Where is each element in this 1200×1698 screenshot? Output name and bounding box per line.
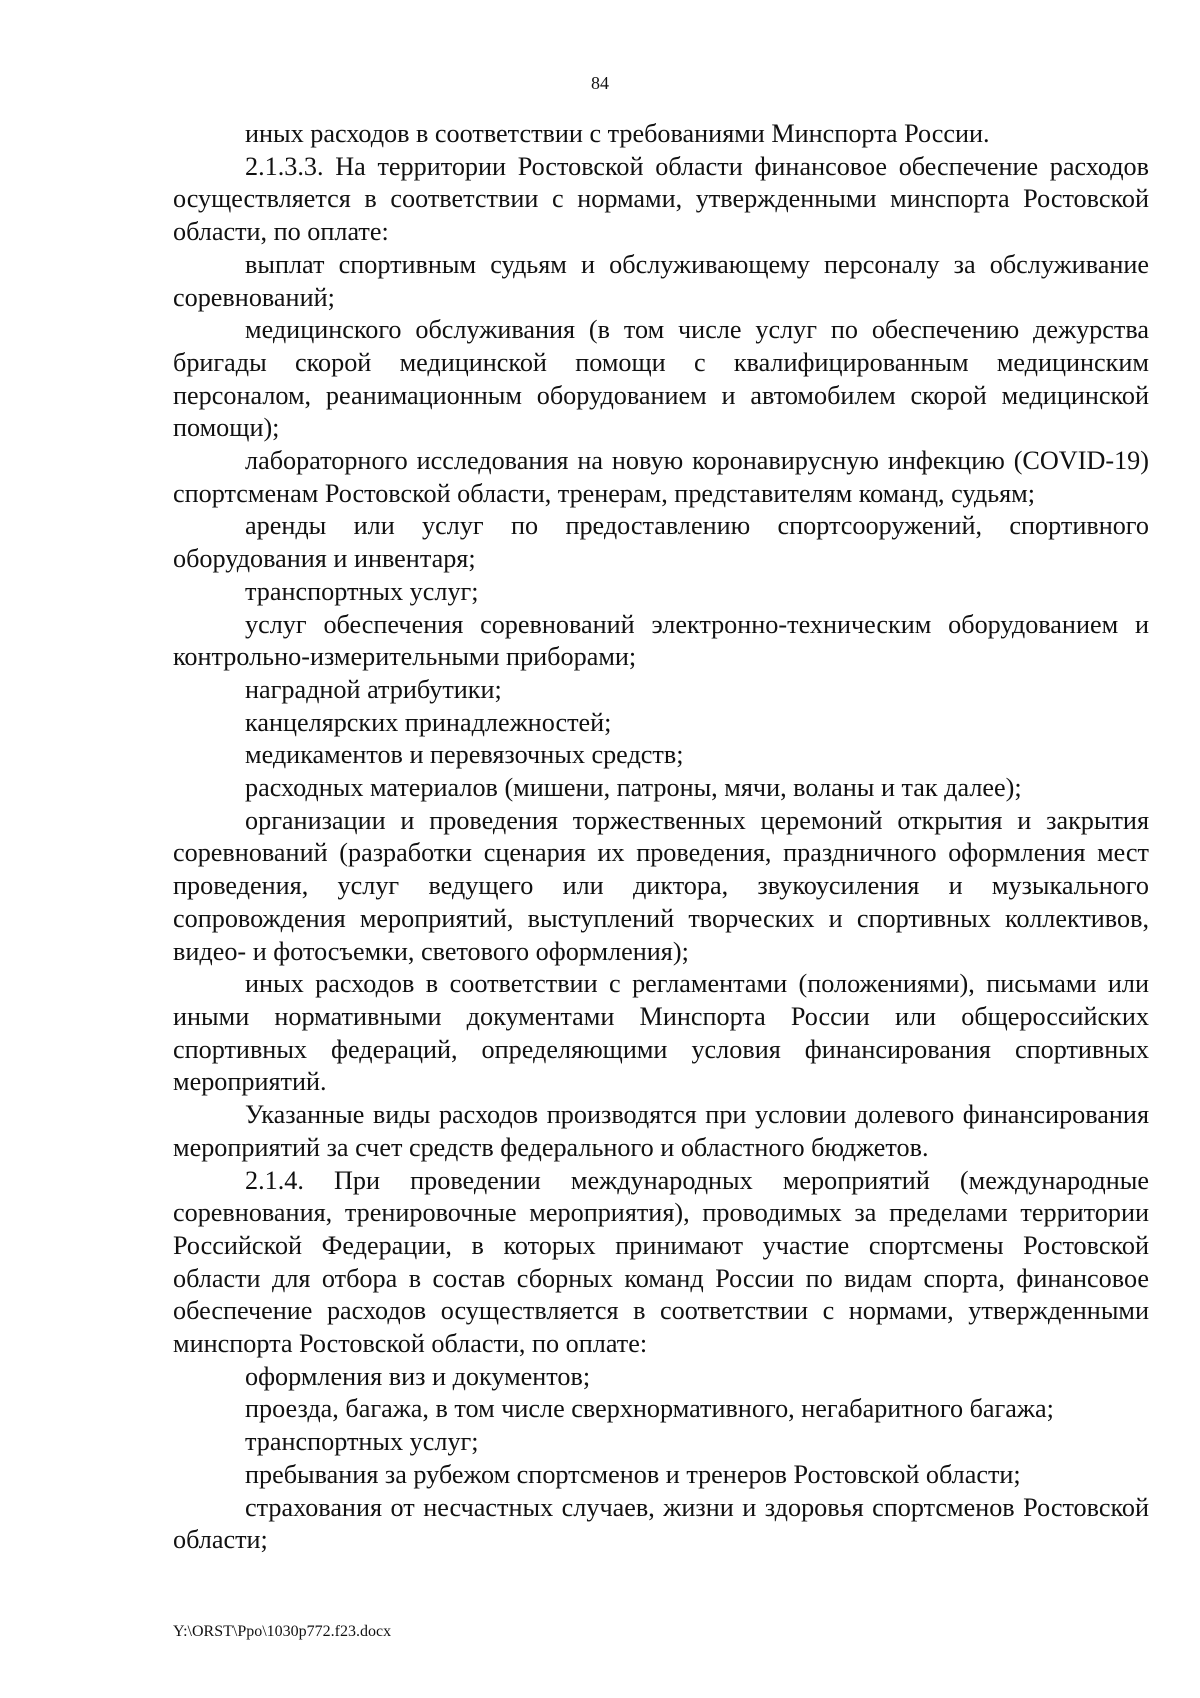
paragraph: расходных материалов (мишени, патроны, мячи, воланы и так далее); [245, 773, 1022, 803]
paragraph: транспортных услуг; [245, 1427, 479, 1457]
paragraph: медицинского обслуживания (в том числе услуг по обеспечению дежурства бригады скорой медицинской помощи с квалифицированным медицинским персоналом, реанимационным оборудованием и автомобилем скорой медицинской помощи); [173, 315, 1149, 443]
paragraph: канцелярских принадлежностей; [245, 707, 612, 737]
paragraph: оформления виз и документов; [245, 1361, 591, 1391]
footer-file-path: Y:\ORST\Ppo\1030p772.f23.docx [173, 1623, 392, 1640]
paragraph: наградной атрибутики; [245, 674, 502, 704]
paragraph: Указанные виды расходов производятся при условии долевого финансирования мероприятий за счет средств федерального и областного бюджетов. [173, 1100, 1149, 1162]
page-number: 84 [591, 73, 609, 93]
document-body [173, 118, 1149, 1557]
paragraph: страхования от несчастных случаев, жизни и здоровья спортсменов Ростовской области; [173, 1492, 1149, 1555]
paragraph: лабораторного исследования на новую коронавирусную инфекцию (COVID-19) спортсменам Ростовской области, тренерам, представителям команд, судьям; [173, 446, 1149, 508]
paragraph: транспортных услуг; [245, 576, 479, 606]
paragraph: проезда, багажа, в том числе сверхнормативного, негабаритного багажа; [245, 1394, 1054, 1424]
paragraph: иных расходов в соответствии с требованиями Минспорта России. [245, 119, 990, 148]
paragraph: 2.1.3.3. На территории Ростовской области финансовое обеспечение расходов осуществляется в соответствии с нормами, утвержденными минспорта Ростовской области, по оплате: [173, 151, 1149, 247]
paragraph: 2.1.4. При проведении международных мероприятий (международные соревнования, тренировочные мероприятия), проводимых за пределами территории Российской Федерации, в которых принимают участие спортсмены Ростовской области для отбора в состав сборных команд России по видам спорта, финансовое обеспечение расходов осуществляется в соответствии с нормами, утвержденными минспорта Ростовской области, по оплате: [173, 1165, 1149, 1359]
paragraph: выплат спортивным судьям и обслуживающему персоналу за обслуживание соревнований; [173, 249, 1149, 312]
paragraph: иных расходов в соответствии с регламентами (положениями), письмами или иными нормативными документами Минспорта России или общероссийских спортивных федераций, определяющими условия финансирования спортивных мероприятий. [173, 969, 1149, 1097]
paragraph: организации и проведения торжественных церемоний открытия и закрытия соревнований (разработки сценария их проведения, праздничного оформления мест проведения, услуг ведущего или диктора, звукоусиления и музыкального сопровождения мероприятий, выступлений творческих и спортивных коллективов, видео- и фотосъемки, светового оформления); [173, 805, 1149, 966]
paragraph: медикаментов и перевязочных средств; [245, 740, 684, 770]
paragraph: аренды или услуг по предоставлению спортсооружений, спортивного оборудования и инвентаря; [173, 511, 1149, 574]
paragraph: пребывания за рубежом спортсменов и тренеров Ростовской области; [245, 1459, 1021, 1489]
paragraph: услуг обеспечения соревнований электронно-техническим оборудованием и контрольно-измерительными приборами; [173, 609, 1149, 672]
